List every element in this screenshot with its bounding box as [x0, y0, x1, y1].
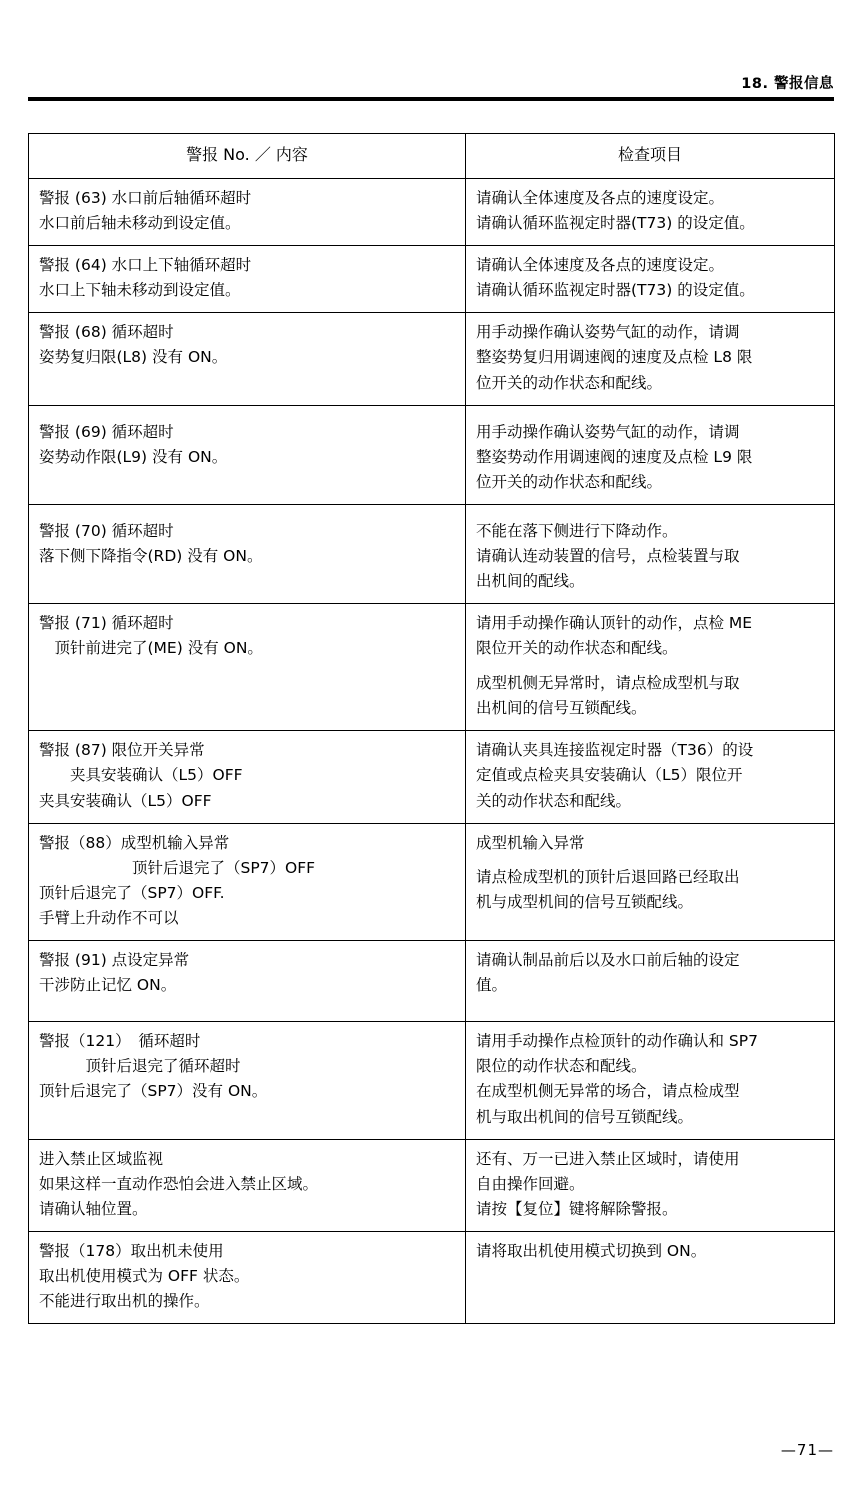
alarm-cell: 警报（178）取出机未使用 取出机使用模式为 OFF 状态。 不能进行取出机的操作。 — [29, 1232, 466, 1324]
alarm-cell: 警报 (87) 限位开关异常 夹具安装确认（L5）OFF 夹具安装确认（L5）OFF — [29, 731, 466, 823]
check-cell: 请将取出机使用模式切换到 ON。 — [466, 1232, 835, 1324]
table-row — [29, 178, 835, 245]
alarm-cell: 警报 (70) 循环超时 落下侧下降指令(RD) 没有 ON。 — [29, 504, 466, 603]
table-row — [29, 1232, 835, 1324]
alarm-cell: 警报 (68) 循环超时 姿势复归限(L8) 没有 ON。 — [29, 313, 466, 405]
check-cell: 请确认夹具连接监视定时器（T36）的设 定值或点检夹具安装确认（L5）限位开 关的动作状态和配线。 — [466, 731, 835, 823]
alarm-cell: 警报 (91) 点设定异常 干涉防止记忆 ON。 — [29, 941, 466, 1022]
table-header-row — [29, 134, 835, 179]
check-cell: 用手动操作确认姿势气缸的动作，请调 整姿势动作用调速阀的速度及点检 L9 限 位开关的动作状态和配线。 — [466, 405, 835, 504]
table-row — [29, 823, 835, 940]
table-row — [29, 1139, 835, 1231]
header-divider — [28, 97, 834, 101]
table-row — [29, 1022, 835, 1139]
alarm-cell: 进入禁止区域监视 如果这样一直动作恐怕会进入禁止区域。 请确认轴位置。 — [29, 1139, 466, 1231]
alarm-table-body — [29, 178, 835, 1323]
check-cell: 请用手动操作点检顶针的动作确认和 SP7 限位的动作状态和配线。 在成型机侧无异常的场合，请点检成型 机与取出机间的信号互锁配线。 — [466, 1022, 835, 1139]
alarm-table — [28, 133, 835, 1324]
check-cell: 请确认全体速度及各点的速度设定。 请确认循环监视定时器(T73) 的设定值。 — [466, 246, 835, 313]
check-cell: 成型机输入异常 请点检成型机的顶针后退回路已经取出 机与成型机间的信号互锁配线。 — [466, 823, 835, 940]
table-row — [29, 604, 835, 731]
column-header-alarm: 警报 No. ／ 内容 — [29, 134, 466, 179]
page-number: —71— — [780, 1441, 834, 1459]
alarm-cell: 警报 (63) 水口前后轴循环超时 水口前后轴未移动到设定值。 — [29, 178, 466, 245]
table-row — [29, 941, 835, 1022]
table-row — [29, 246, 835, 313]
check-cell: 用手动操作确认姿势气缸的动作，请调 整姿势复归用调速阀的速度及点检 L8 限 位开关的动作状态和配线。 — [466, 313, 835, 405]
alarm-cell: 警报 (71) 循环超时 顶针前进完了(ME) 没有 ON。 — [29, 604, 466, 731]
check-cell: 请确认制品前后以及水口前后轴的设定 值。 — [466, 941, 835, 1022]
alarm-cell: 警报（121） 循环超时 顶针后退完了循环超时 顶针后退完了（SP7）没有 ON。 — [29, 1022, 466, 1139]
check-cell: 请用手动操作确认顶针的动作，点检 ME 限位开关的动作状态和配线。 成型机侧无异常时，请点检成型机与取 出机间的信号互锁配线。 — [466, 604, 835, 731]
table-row — [29, 405, 835, 504]
alarm-cell: 警报 (69) 循环超时 姿势动作限(L9) 没有 ON。 — [29, 405, 466, 504]
table-row — [29, 731, 835, 823]
column-header-check: 检查项目 — [466, 134, 835, 179]
alarm-cell: 警报 (64) 水口上下轴循环超时 水口上下轴未移动到设定值。 — [29, 246, 466, 313]
table-row — [29, 313, 835, 405]
check-cell: 请确认全体速度及各点的速度设定。 请确认循环监视定时器(T73) 的设定值。 — [466, 178, 835, 245]
check-cell: 还有、万一已进入禁止区域时，请使用 自由操作回避。 请按【复位】键将解除警报。 — [466, 1139, 835, 1231]
check-cell: 不能在落下侧进行下降动作。 请确认连动装置的信号，点检装置与取 出机间的配线。 — [466, 504, 835, 603]
page-header-chapter: 18. 警报信息 — [741, 76, 834, 92]
table-row — [29, 504, 835, 603]
alarm-cell: 警报（88）成型机输入异常 顶针后退完了（SP7）OFF 顶针后退完了（SP7）OFF. 手臂上升动作不可以 — [29, 823, 466, 940]
